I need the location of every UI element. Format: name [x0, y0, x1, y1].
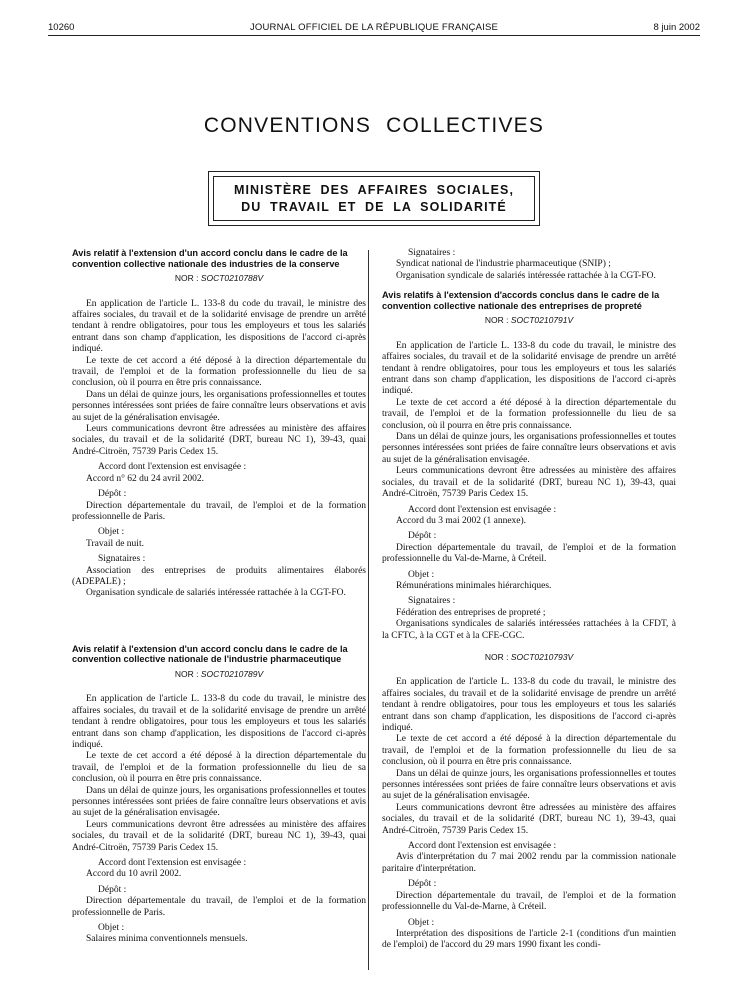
label-depot: Dépôt : [98, 489, 127, 500]
nor-reference: NOR : SOCT0210793V [484, 651, 574, 662]
label-objet: Objet : [408, 917, 435, 928]
paragraph: Dans un délai de quinze jours, les organisations professionnelles et toutes personnes intéressées sont priées de faire connaître leurs observations et avis au sujet de la généralisation envisagée. [72, 389, 366, 423]
paragraph: Dans un délai de quinze jours, les organisations professionnelles et toutes personnes intéressées sont priées de faire connaître leurs observations et avis au sujet de la généralisation envisagée. [72, 785, 366, 819]
nor-code: SOCT0210791V [510, 315, 574, 326]
accord-value: Accord n° 62 du 24 avril 2002. [86, 473, 205, 484]
paragraph: Dans un délai de quinze jours, les organisations professionnelles et toutes personnes intéressées sont priées de faire connaître leurs observations et avis au sujet de la généralisation envisagée. [382, 768, 676, 802]
signataires-value: Organisation syndicale de salariés intéressée rattachée à la CGT-FO. [396, 270, 656, 281]
label-depot: Dépôt : [408, 531, 437, 542]
issue-date: 8 juin 2002 [653, 22, 700, 33]
notice-title: Avis relatifs à l'extension d'accords conclus dans le cadre de la convention collective nationale des entreprises de propreté [382, 290, 660, 311]
paragraph: Leurs communications devront être adressées au ministère des affaires sociales, du travail et de la solidarité (DRT, bureau NC 1), 39-43, quai André-Citroën, 75739 Paris Cedex 15. [382, 466, 676, 500]
nor-code: SOCT0210793V [510, 651, 574, 662]
depot-value: Direction départementale du travail, de l'emploi et de la formation professionnelle de Paris. [72, 500, 366, 522]
notice-conserve [72, 248, 366, 600]
objet-value: Rémunérations minimales hiérarchiques. [396, 580, 552, 591]
label-signataires: Signataires : [408, 248, 456, 258]
objet-value: Interprétation des dispositions de l'article 2-1 (conditions d'un maintien de l'emploi) de l'accord du 29 mars 1990 fixant les condi- [382, 928, 676, 951]
left-column [72, 248, 366, 946]
paragraph: En application de l'article L. 133-8 du code du travail, le ministre des affaires sociales, du travail et de la solidarité envisage de prendre un arrêté tendant à rendre obligatoires, pour tous les employeurs et tous les salariés entrant dans son champ d'application, les dispositions de l'accord ci-après indiqué. [72, 694, 366, 750]
header-divider [48, 35, 700, 36]
paragraph: Le texte de cet accord a été déposé à la direction départementale du travail, de l'emploi et de la formation professionnelle du lieu de sa conclusion, où il pourra en être pris connaissance. [72, 355, 366, 389]
label-extension: Accord dont l'extension est envisagée : [408, 504, 557, 515]
label-objet: Objet : [408, 569, 435, 580]
signataires-value: Organisation syndicale de salariés intéressée rattachée à la CGT-FO. [86, 588, 346, 599]
paragraph: Le texte de cet accord a été déposé à la direction départementale du travail, de l'emploi et de la formation professionnelle du lieu de sa conclusion, où il pourra en être pris connaissance. [382, 397, 676, 431]
paragraph: Leurs communications devront être adressées au ministère des affaires sociales, du travail et de la solidarité (DRT, bureau NC 1), 39-43, quai André-Citroën, 75739 Paris Cedex 15. [382, 802, 676, 836]
label-extension: Accord dont l'extension est envisagée : [98, 462, 247, 473]
paragraph: En application de l'article L. 133-8 du code du travail, le ministre des affaires sociales, du travail et de la solidarité envisage de prendre un arrêté tendant à rendre obligatoires, pour tous les employeurs et tous les salariés entrant dans son champ d'application, les dispositions de l'accord ci-après indiqué. [382, 340, 676, 397]
notice-title: Avis relatif à l'extension d'un accord conclu dans le cadre de la convention collective nationale des industries de la conserve [72, 248, 348, 269]
paragraph: Le texte de cet accord a été déposé à la direction départementale du travail, de l'emploi et de la formation professionnelle du lieu de sa conclusion, où il pourra en être pris connaissance. [382, 734, 676, 768]
signataires-value: Association des entreprises de produits alimentaires élaborés (ADEPALE) ; [72, 565, 366, 587]
paragraph: En application de l'article L. 133-8 du code du travail, le ministre des affaires sociales, du travail et de la solidarité envisage de prendre un arrêté tendant à rendre obligatoires, pour tous les employeurs et tous les salariés entrant dans son champ d'application, les dispositions de l'accord ci-après indiqué. [72, 298, 366, 355]
notice-pharmaceutique [72, 644, 366, 946]
nor-reference: NOR : SOCT0210789V [174, 668, 264, 679]
depot-value: Direction départementale du travail, de l'emploi et de la formation professionnelle du Val-de-Marne, à Créteil. [382, 890, 676, 913]
signataires-value: Organisations syndicales de salariés intéressées rattachées à la CFDT, à la CFTC, à la CGT et à la CFE-CGC. [382, 619, 676, 641]
nor-reference: NOR : SOCT0210791V [484, 315, 574, 326]
ministry-line-1: MINISTÈRE DES AFFAIRES SOCIALES, [233, 182, 515, 197]
paragraph: Leurs communications devront être adressées au ministère des affaires sociales, du travail et de la solidarité (DRT, bureau NC 1), 39-43, quai André-Citroën, 75739 Paris Cedex 15. [72, 424, 366, 457]
objet-value: Travail de nuit. [86, 538, 144, 549]
label-objet: Objet : [98, 527, 125, 538]
notice-proprete-second-accord [382, 652, 676, 952]
signataires-value: Syndicat national de l'industrie pharmaceutique (SNIP) ; [396, 259, 611, 270]
label-depot: Dépôt : [98, 884, 127, 895]
label-extension: Accord dont l'extension est envisagée : [408, 841, 557, 852]
signataires-value: Fédération des entreprises de propreté ; [396, 607, 546, 618]
notice-proprete [382, 290, 676, 642]
label-signataires: Signataires : [408, 596, 456, 607]
nor-reference: NOR : SOCT0210788V [174, 273, 264, 284]
label-depot: Dépôt : [408, 879, 437, 890]
depot-value: Direction départementale du travail, de l'emploi et de la formation professionnelle du Val-de-Marne, à Créteil. [382, 542, 676, 565]
journal-title: JOURNAL OFFICIEL DE LA RÉPUBLIQUE FRANÇAISE [249, 22, 499, 33]
label-extension: Accord dont l'extension est envisagée : [98, 858, 247, 869]
page-number: 10260 [48, 22, 75, 33]
ministry-line-2: DU TRAVAIL ET DE LA SOLIDARITÉ [241, 199, 507, 214]
label-objet: Objet : [98, 923, 125, 934]
notice-pharmaceutique-continued [382, 248, 676, 282]
nor-code: SOCT0210788V [200, 273, 264, 284]
objet-value: Salaires minima conventionnels mensuels. [86, 934, 248, 945]
paragraph: Dans un délai de quinze jours, les organisations professionnelles et toutes personnes intéressées sont priées de faire connaître leurs observations et avis au sujet de la généralisation envisagée. [382, 432, 676, 465]
paragraph: En application de l'article L. 133-8 du code du travail, le ministre des affaires sociales, du travail et de la solidarité envisage de prendre un arrêté tendant à rendre obligatoires, pour tous les employeurs et tous les salariés entrant dans son champ d'application, les dispositions de l'accord ci-après indiqué. [382, 677, 676, 733]
ministry-box [208, 171, 540, 226]
paragraph: Leurs communications devront être adressées au ministère des affaires sociales, du travail et de la solidarité (DRT, bureau NC 1), 39-43, quai André-Citroën, 75739 Paris Cedex 15. [72, 819, 366, 853]
accord-value: Accord du 10 avril 2002. [86, 869, 182, 880]
label-signataires: Signataires : [98, 554, 146, 565]
column-divider [368, 250, 369, 970]
notice-title: Avis relatif à l'extension d'un accord conclu dans le cadre de la convention collective nationale de l'industrie pharmaceutique [72, 643, 348, 665]
paragraph: Le texte de cet accord a été déposé à la direction départementale du travail, de l'emploi et de la formation professionnelle du lieu de sa conclusion, où il pourra en être pris connaissance. [72, 751, 366, 785]
accord-value: Avis d'interprétation du 7 mai 2002 rendu par la commission nationale paritaire d'interprétation. [382, 852, 676, 874]
right-column [382, 248, 676, 952]
ministry-box-inner [213, 176, 535, 221]
nor-code: SOCT0210789V [200, 668, 264, 679]
section-title: CONVENTIONS COLLECTIVES [203, 114, 545, 137]
accord-value: Accord du 3 mai 2002 (1 annexe). [396, 515, 527, 526]
depot-value: Direction départementale du travail, de l'emploi et de la formation professionnelle de Paris. [72, 896, 366, 918]
